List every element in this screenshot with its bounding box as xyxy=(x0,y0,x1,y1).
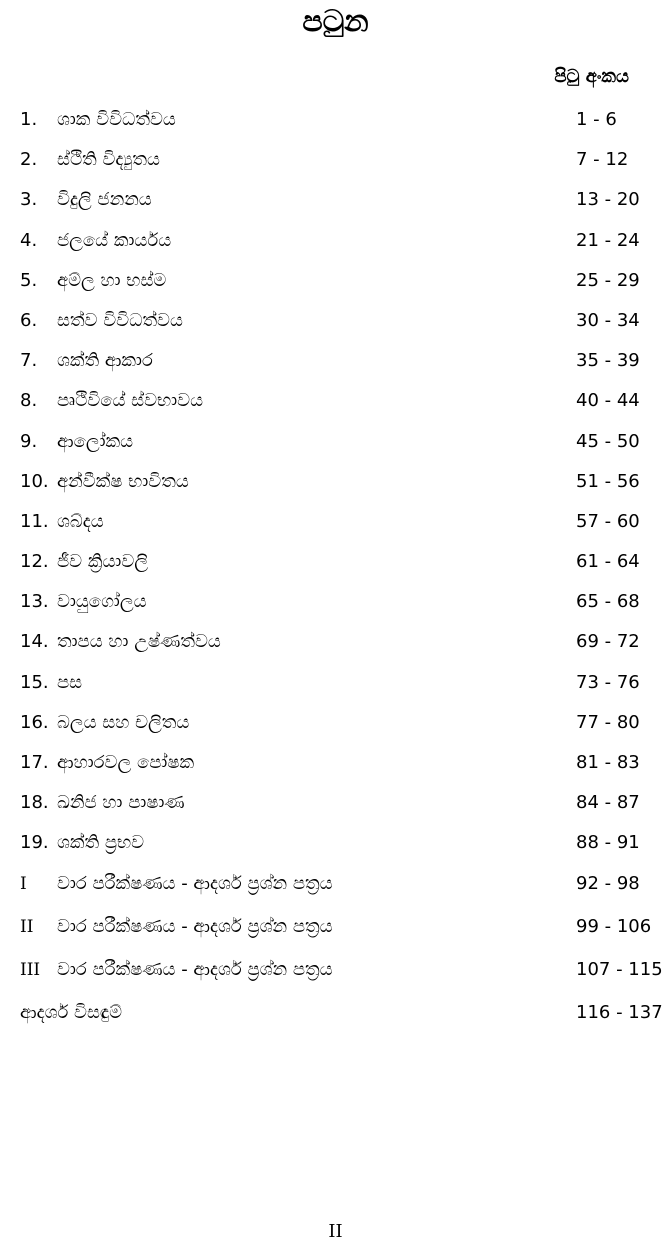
toc-pages: 40 - 44 xyxy=(576,390,640,412)
toc-number: 1. xyxy=(20,109,38,130)
toc-number: 7. xyxy=(20,350,38,372)
toc-title: පස xyxy=(57,671,83,693)
toc-pages: 30 - 34 xyxy=(576,309,640,331)
toc-number: 16. xyxy=(20,711,49,733)
toc-row xyxy=(20,104,651,144)
toc-pages: 65 - 68 xyxy=(576,591,640,613)
toc-pages: 35 - 39 xyxy=(576,350,640,372)
toc-number: 2. xyxy=(20,149,38,171)
toc-title: අන්වීක්ෂ භාවිතය xyxy=(57,470,189,492)
toc-pages: 81 - 83 xyxy=(576,752,640,773)
toc-number: 17. xyxy=(20,752,49,773)
toc-pages: 7 - 12 xyxy=(576,149,629,171)
toc-title: විදුලි ජනනය xyxy=(57,189,152,211)
toc-title: බලය සහ චලිතය xyxy=(57,711,190,733)
toc-number: 15. xyxy=(20,671,49,693)
toc-number: 10. xyxy=(20,470,49,492)
toc-number: 19. xyxy=(20,832,49,854)
toc-number: 5. xyxy=(20,269,38,291)
toc-row xyxy=(20,747,651,787)
toc-number: 18. xyxy=(20,792,49,814)
term-test-pages: 99 - 106 xyxy=(576,915,652,937)
term-test-row xyxy=(20,911,651,954)
toc-number: 13. xyxy=(20,591,49,613)
toc-number: 11. xyxy=(20,510,49,532)
toc-pages: 21 - 24 xyxy=(576,229,640,251)
toc-row xyxy=(20,827,651,867)
toc-row xyxy=(20,586,651,626)
toc-row xyxy=(20,466,651,506)
answers-row xyxy=(20,997,663,1037)
page-number-column-header: පිටු අංකය xyxy=(554,66,629,87)
term-test-pages: 107 - 115 xyxy=(576,958,663,980)
page-number: II xyxy=(328,1221,343,1242)
toc-title: ආලෝකය xyxy=(57,430,134,452)
toc-row xyxy=(20,787,651,827)
toc-row xyxy=(20,184,651,224)
toc-number: 14. xyxy=(20,631,49,653)
answers-pages: 116 - 137 xyxy=(576,1001,663,1023)
toc-row xyxy=(20,144,651,184)
toc-title: තාපය හා උෂ්ණත්වය xyxy=(57,631,221,653)
toc-row xyxy=(20,506,651,546)
toc-row xyxy=(20,707,651,747)
term-test-title: වාර පරීක්ෂණය - ආදර්ශ ප්‍රශ්න පත්‍රය xyxy=(57,915,333,937)
toc-number: 9. xyxy=(20,430,38,452)
toc-title: ජීව ක්‍රියාවලි xyxy=(57,551,149,573)
toc-pages: 69 - 72 xyxy=(576,631,640,653)
answers-title: ආදර්ශ විසඳුම් xyxy=(20,1001,123,1023)
toc-number: 4. xyxy=(20,229,38,251)
toc-row xyxy=(20,225,651,265)
toc-pages: 51 - 56 xyxy=(576,470,640,492)
toc-title: ස්ථිති විද්‍යුතය xyxy=(57,149,160,171)
table-of-contents xyxy=(20,104,663,1037)
term-test-pages: 92 - 98 xyxy=(576,872,640,894)
toc-row xyxy=(20,667,651,707)
term-test-row xyxy=(20,954,663,997)
toc-row xyxy=(20,626,651,666)
term-test-row xyxy=(20,868,651,911)
toc-number: 6. xyxy=(20,309,38,331)
toc-number: 3. xyxy=(20,189,38,211)
toc-pages: 77 - 80 xyxy=(576,711,640,733)
toc-row xyxy=(20,305,651,345)
toc-pages: 57 - 60 xyxy=(576,510,640,532)
toc-row xyxy=(20,546,651,586)
toc-title: ශක්ති ආකාර xyxy=(57,350,153,372)
toc-pages: 61 - 64 xyxy=(576,551,640,573)
toc-title: ඛනිජ හා පාෂාණ xyxy=(57,792,185,814)
toc-row xyxy=(20,345,651,385)
toc-title: ශබ්දය xyxy=(57,510,104,532)
term-test-number: III xyxy=(20,959,41,980)
toc-pages: 45 - 50 xyxy=(576,430,640,452)
toc-title: ශාක විවිධත්වය xyxy=(57,109,176,130)
toc-title: වායුගෝලය xyxy=(57,591,147,613)
toc-number: 8. xyxy=(20,390,38,412)
toc-pages: 88 - 91 xyxy=(576,832,640,854)
toc-title: ශක්ති ප්‍රභව xyxy=(57,832,145,854)
toc-pages: 13 - 20 xyxy=(576,189,640,211)
toc-title: සත්ව විවිධත්වය xyxy=(57,309,183,331)
toc-row xyxy=(20,426,651,466)
toc-number: 12. xyxy=(20,551,49,573)
term-test-number: II xyxy=(20,916,34,937)
toc-row xyxy=(20,265,651,305)
toc-title: පෘථිවියේ ස්වභාවය xyxy=(57,390,204,412)
toc-title: අම්ල හා භස්ම xyxy=(57,269,167,291)
term-test-title: වාර පරීක්ෂණය - ආදර්ශ ප්‍රශ්න පත්‍රය xyxy=(57,872,333,894)
toc-pages: 84 - 87 xyxy=(576,792,640,814)
toc-pages: 25 - 29 xyxy=(576,269,640,291)
term-test-title: වාර පරීක්ෂණය - ආදර්ශ ප්‍රශ්න පත්‍රය xyxy=(57,958,333,980)
toc-title: ජලයේ කාර්යය xyxy=(57,229,172,251)
term-test-number: I xyxy=(20,873,27,894)
toc-title: ආහාරවල පෝෂක xyxy=(57,752,195,773)
page-title: පටුන xyxy=(302,4,369,39)
toc-row xyxy=(20,385,651,425)
toc-pages: 1 - 6 xyxy=(576,109,617,130)
toc-pages: 73 - 76 xyxy=(576,671,640,693)
